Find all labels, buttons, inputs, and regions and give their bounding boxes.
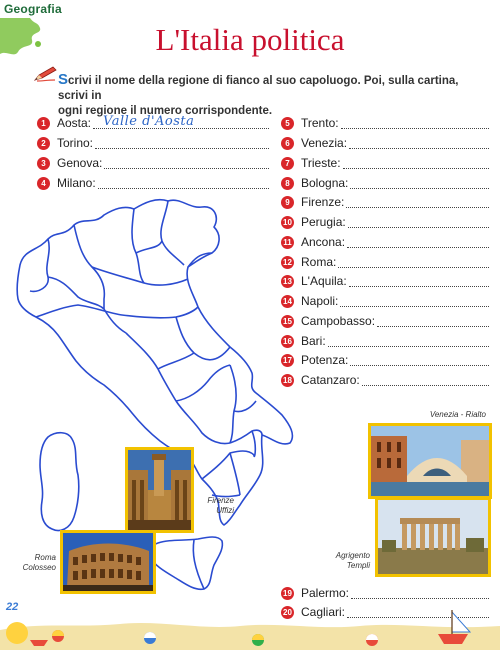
list-item <box>281 155 489 171</box>
city-label: Trieste: <box>301 156 341 170</box>
answer-field[interactable] <box>343 158 489 169</box>
number-badge: 15 <box>281 315 294 328</box>
city-label: Aosta: <box>57 116 92 130</box>
list-item <box>281 273 489 289</box>
rialto-photo <box>368 423 492 499</box>
answer-field[interactable] <box>346 197 489 208</box>
city-label: Venezia: <box>301 136 348 150</box>
caption-line: Roma <box>34 553 56 562</box>
city-label: Cagliari: <box>301 605 346 619</box>
instructions-line1: crivi il nome della regione di fianco al suo capoluogo. Poi, sulla cartina, scrivi in <box>58 75 459 102</box>
uffizi-photo <box>125 447 194 533</box>
answer-field[interactable] <box>362 375 489 386</box>
list-item <box>281 194 489 210</box>
list-item <box>281 293 489 309</box>
colosseo-photo <box>60 530 156 594</box>
list-item <box>281 254 489 270</box>
answer-field[interactable] <box>349 138 489 149</box>
answer-field[interactable] <box>377 316 489 327</box>
answer-field[interactable] <box>95 138 269 149</box>
caption-line: Templi <box>346 561 370 570</box>
page-title: L'Italia politica <box>155 22 345 57</box>
number-badge: 18 <box>281 374 294 387</box>
list-item <box>281 175 489 191</box>
list-item <box>281 333 489 349</box>
number-badge: 20 <box>281 606 294 619</box>
city-label: L'Aquila: <box>301 274 347 288</box>
caption-line: Firenze <box>207 496 234 505</box>
number-badge: 9 <box>281 196 294 209</box>
city-label: Genova: <box>57 156 103 170</box>
answer-field[interactable] <box>104 158 269 169</box>
answer-field[interactable] <box>93 113 269 129</box>
number-badge: 6 <box>281 137 294 150</box>
answer-field[interactable] <box>349 276 489 287</box>
caption-line: Colosseo <box>22 563 56 572</box>
rialto-caption: Venezia - Rialto <box>429 410 486 419</box>
city-label: Torino: <box>57 136 94 150</box>
subject-label: Geografia <box>4 2 62 16</box>
answer-field[interactable] <box>350 178 489 189</box>
number-badge: 17 <box>281 354 294 367</box>
list-item <box>281 585 489 601</box>
answer-field[interactable] <box>98 178 269 189</box>
city-label: Bari: <box>301 334 326 348</box>
handwritten-answer: Valle d'Aosta <box>103 113 195 129</box>
list-item <box>281 115 489 131</box>
instructions-initial: S <box>58 71 69 88</box>
number-badge: 8 <box>281 177 294 190</box>
uffizi-caption <box>184 496 234 516</box>
city-label: Potenza: <box>301 353 349 367</box>
instructions-line2: ogni regione il numero corrispondente. <box>58 105 273 117</box>
city-label: Bologna: <box>301 176 349 190</box>
number-badge: 3 <box>37 157 50 170</box>
number-badge: 1 <box>37 117 50 130</box>
templi-photo <box>375 497 491 577</box>
number-badge: 16 <box>281 335 294 348</box>
city-label: Perugia: <box>301 215 346 229</box>
city-label: Firenze: <box>301 195 345 209</box>
city-label: Trento: <box>301 116 339 130</box>
answer-field[interactable] <box>350 355 489 366</box>
number-badge: 2 <box>37 137 50 150</box>
caption-line: Agrigento <box>335 551 370 560</box>
caption-line: Uffizi <box>216 506 234 515</box>
top-bar <box>0 0 500 22</box>
answer-field[interactable] <box>341 118 489 129</box>
answer-field[interactable] <box>348 217 489 228</box>
beach-footer-decoration <box>0 600 500 650</box>
city-label: Campobasso: <box>301 314 376 328</box>
colosseo-caption <box>2 553 56 573</box>
answer-field[interactable] <box>338 257 489 268</box>
city-label: Ancona: <box>301 235 346 249</box>
city-label: Napoli: <box>301 294 339 308</box>
answer-field[interactable] <box>351 588 489 599</box>
number-badge: 10 <box>281 216 294 229</box>
city-label: Palermo: <box>301 586 350 600</box>
instructions <box>58 72 483 119</box>
number-badge: 4 <box>37 177 50 190</box>
templi-caption <box>322 551 370 571</box>
answer-field[interactable] <box>340 296 489 307</box>
list-item <box>281 135 489 151</box>
answer-field[interactable] <box>328 336 489 347</box>
list-item <box>37 115 269 131</box>
number-badge: 13 <box>281 275 294 288</box>
list-item <box>281 214 489 230</box>
city-label: Milano: <box>57 176 96 190</box>
list-item <box>37 155 269 171</box>
city-label: Roma: <box>301 255 337 269</box>
pencil-icon <box>33 66 57 82</box>
list-item <box>281 313 489 329</box>
list-item <box>281 234 489 250</box>
number-badge: 5 <box>281 117 294 130</box>
number-badge: 7 <box>281 157 294 170</box>
answer-field[interactable] <box>347 237 489 248</box>
number-badge: 12 <box>281 256 294 269</box>
city-label: Catanzaro: <box>301 373 360 387</box>
list-item <box>37 135 269 151</box>
list-item <box>281 352 489 368</box>
number-badge: 14 <box>281 295 294 308</box>
number-badge: 19 <box>281 587 294 600</box>
number-badge: 11 <box>281 236 294 249</box>
list-item <box>37 175 269 191</box>
page-number: 22 <box>6 601 19 613</box>
list-item <box>281 372 489 388</box>
